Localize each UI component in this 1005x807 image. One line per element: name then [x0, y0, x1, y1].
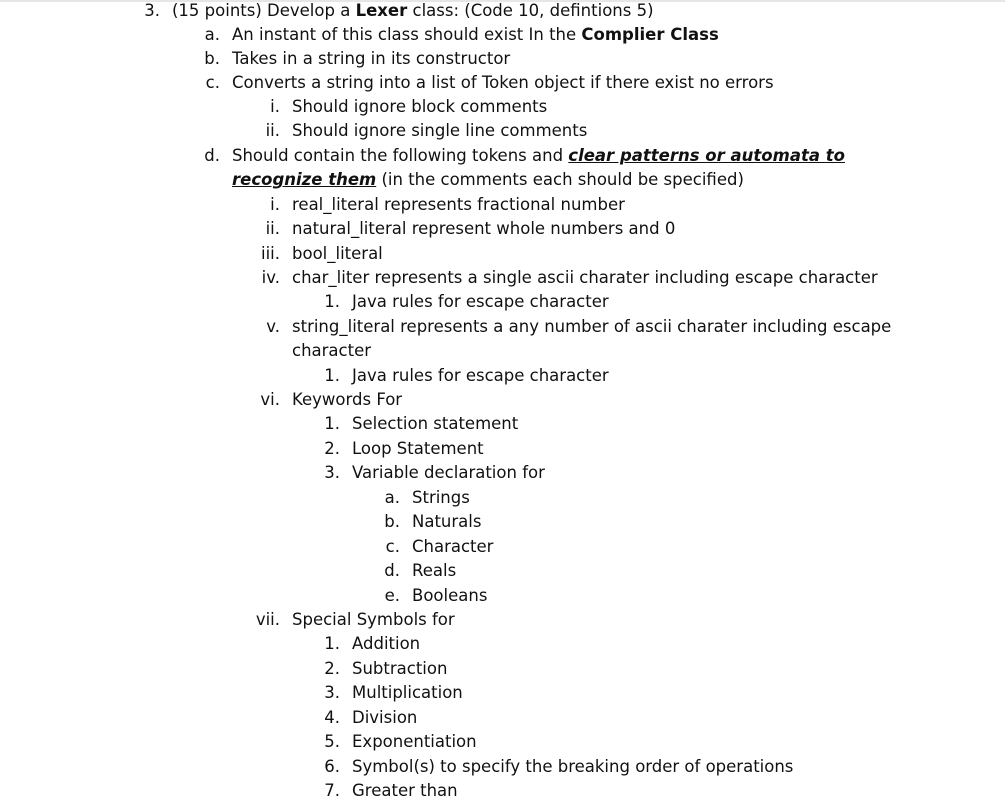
list-marker: 3. — [144, 1, 160, 20]
text-part: (in the comments each should be specified) — [376, 170, 744, 189]
item-text: Selection statement — [352, 414, 519, 433]
list-marker: 3. — [324, 463, 340, 482]
item-text — [232, 169, 744, 191]
list-marker: 3. — [324, 683, 340, 702]
item-text: real_literal represents fractional number — [292, 195, 625, 214]
text-part: An instant of this class should exist In the — [232, 25, 582, 44]
list-marker: 7. — [324, 781, 340, 800]
item-text — [232, 24, 719, 46]
list-marker: iii. — [261, 244, 280, 263]
item-text: Booleans — [412, 586, 488, 605]
item-text: Exponentiation — [352, 732, 477, 751]
item-text: Converts a string into a list of Token object if there exist no errors — [232, 73, 774, 92]
list-marker: 6. — [324, 757, 340, 776]
list-marker: c. — [205, 73, 220, 92]
item-text: Variable declaration for — [352, 463, 545, 482]
list-marker: 2. — [324, 439, 340, 458]
item-text: Loop Statement — [352, 439, 484, 458]
text-part: Should contain the following tokens and — [232, 146, 569, 165]
item-text: Greater than — [352, 781, 458, 800]
item-text: Addition — [352, 634, 421, 653]
item-text: Special Symbols for — [292, 610, 455, 629]
item-text: string_literal represents a any number of ascii charater including escape — [292, 317, 892, 336]
list-marker: ii. — [265, 121, 280, 140]
list-marker: a. — [384, 488, 400, 507]
item-text: Division — [352, 708, 418, 727]
list-marker: i. — [270, 195, 280, 214]
list-marker: 1. — [324, 634, 340, 653]
item-text: Java rules for escape character — [352, 292, 609, 311]
list-marker: d. — [384, 561, 400, 580]
list-marker: a. — [204, 25, 220, 44]
emphasized-text: clear patterns or automata to — [568, 146, 845, 165]
list-marker: iv. — [261, 268, 280, 287]
item-text: Reals — [412, 561, 457, 580]
list-marker: 5. — [324, 732, 340, 751]
item-text: Subtraction — [352, 659, 448, 678]
bold-term: Complier Class — [581, 25, 719, 44]
bold-term: Lexer — [355, 1, 408, 20]
item-text: Multiplication — [352, 683, 463, 702]
item-text: Character — [412, 537, 494, 556]
list-marker: b. — [204, 49, 220, 68]
text-part: class: (Code 10, defintions 5) — [407, 1, 654, 20]
item-text: Takes in a string in its constructor — [232, 49, 511, 68]
list-marker: c. — [385, 537, 400, 556]
list-marker: 1. — [324, 414, 340, 433]
item-text — [232, 145, 845, 167]
item-text: char_liter represents a single ascii charater including escape character — [292, 268, 878, 287]
item-text: Strings — [412, 488, 470, 507]
list-marker: ii. — [265, 219, 280, 238]
item-text: Should ignore block comments — [292, 97, 548, 116]
list-marker: 4. — [324, 708, 340, 727]
item-text: Symbol(s) to specify the breaking order of operations — [352, 757, 794, 776]
item-text: Java rules for escape character — [352, 366, 609, 385]
item-text: Keywords For — [292, 390, 403, 409]
item-text: natural_literal represent whole numbers and 0 — [292, 219, 676, 238]
list-marker: 2. — [324, 659, 340, 678]
list-marker: 1. — [324, 292, 340, 311]
list-marker: i. — [270, 97, 280, 116]
item-text: character — [292, 341, 372, 360]
list-marker: b. — [384, 512, 400, 531]
list-marker: d. — [204, 146, 220, 165]
list-marker: vi. — [260, 390, 280, 409]
list-marker: e. — [384, 586, 400, 605]
item-text: Naturals — [412, 512, 482, 531]
list-marker: 1. — [324, 366, 340, 385]
item-text: bool_literal — [292, 244, 383, 263]
text-part: (15 points) Develop a — [172, 1, 356, 20]
list-marker: v. — [266, 317, 280, 336]
item-text — [172, 0, 654, 22]
item-text: Should ignore single line comments — [292, 121, 588, 140]
list-marker: vii. — [255, 610, 280, 629]
emphasized-text: recognize them — [232, 170, 377, 189]
